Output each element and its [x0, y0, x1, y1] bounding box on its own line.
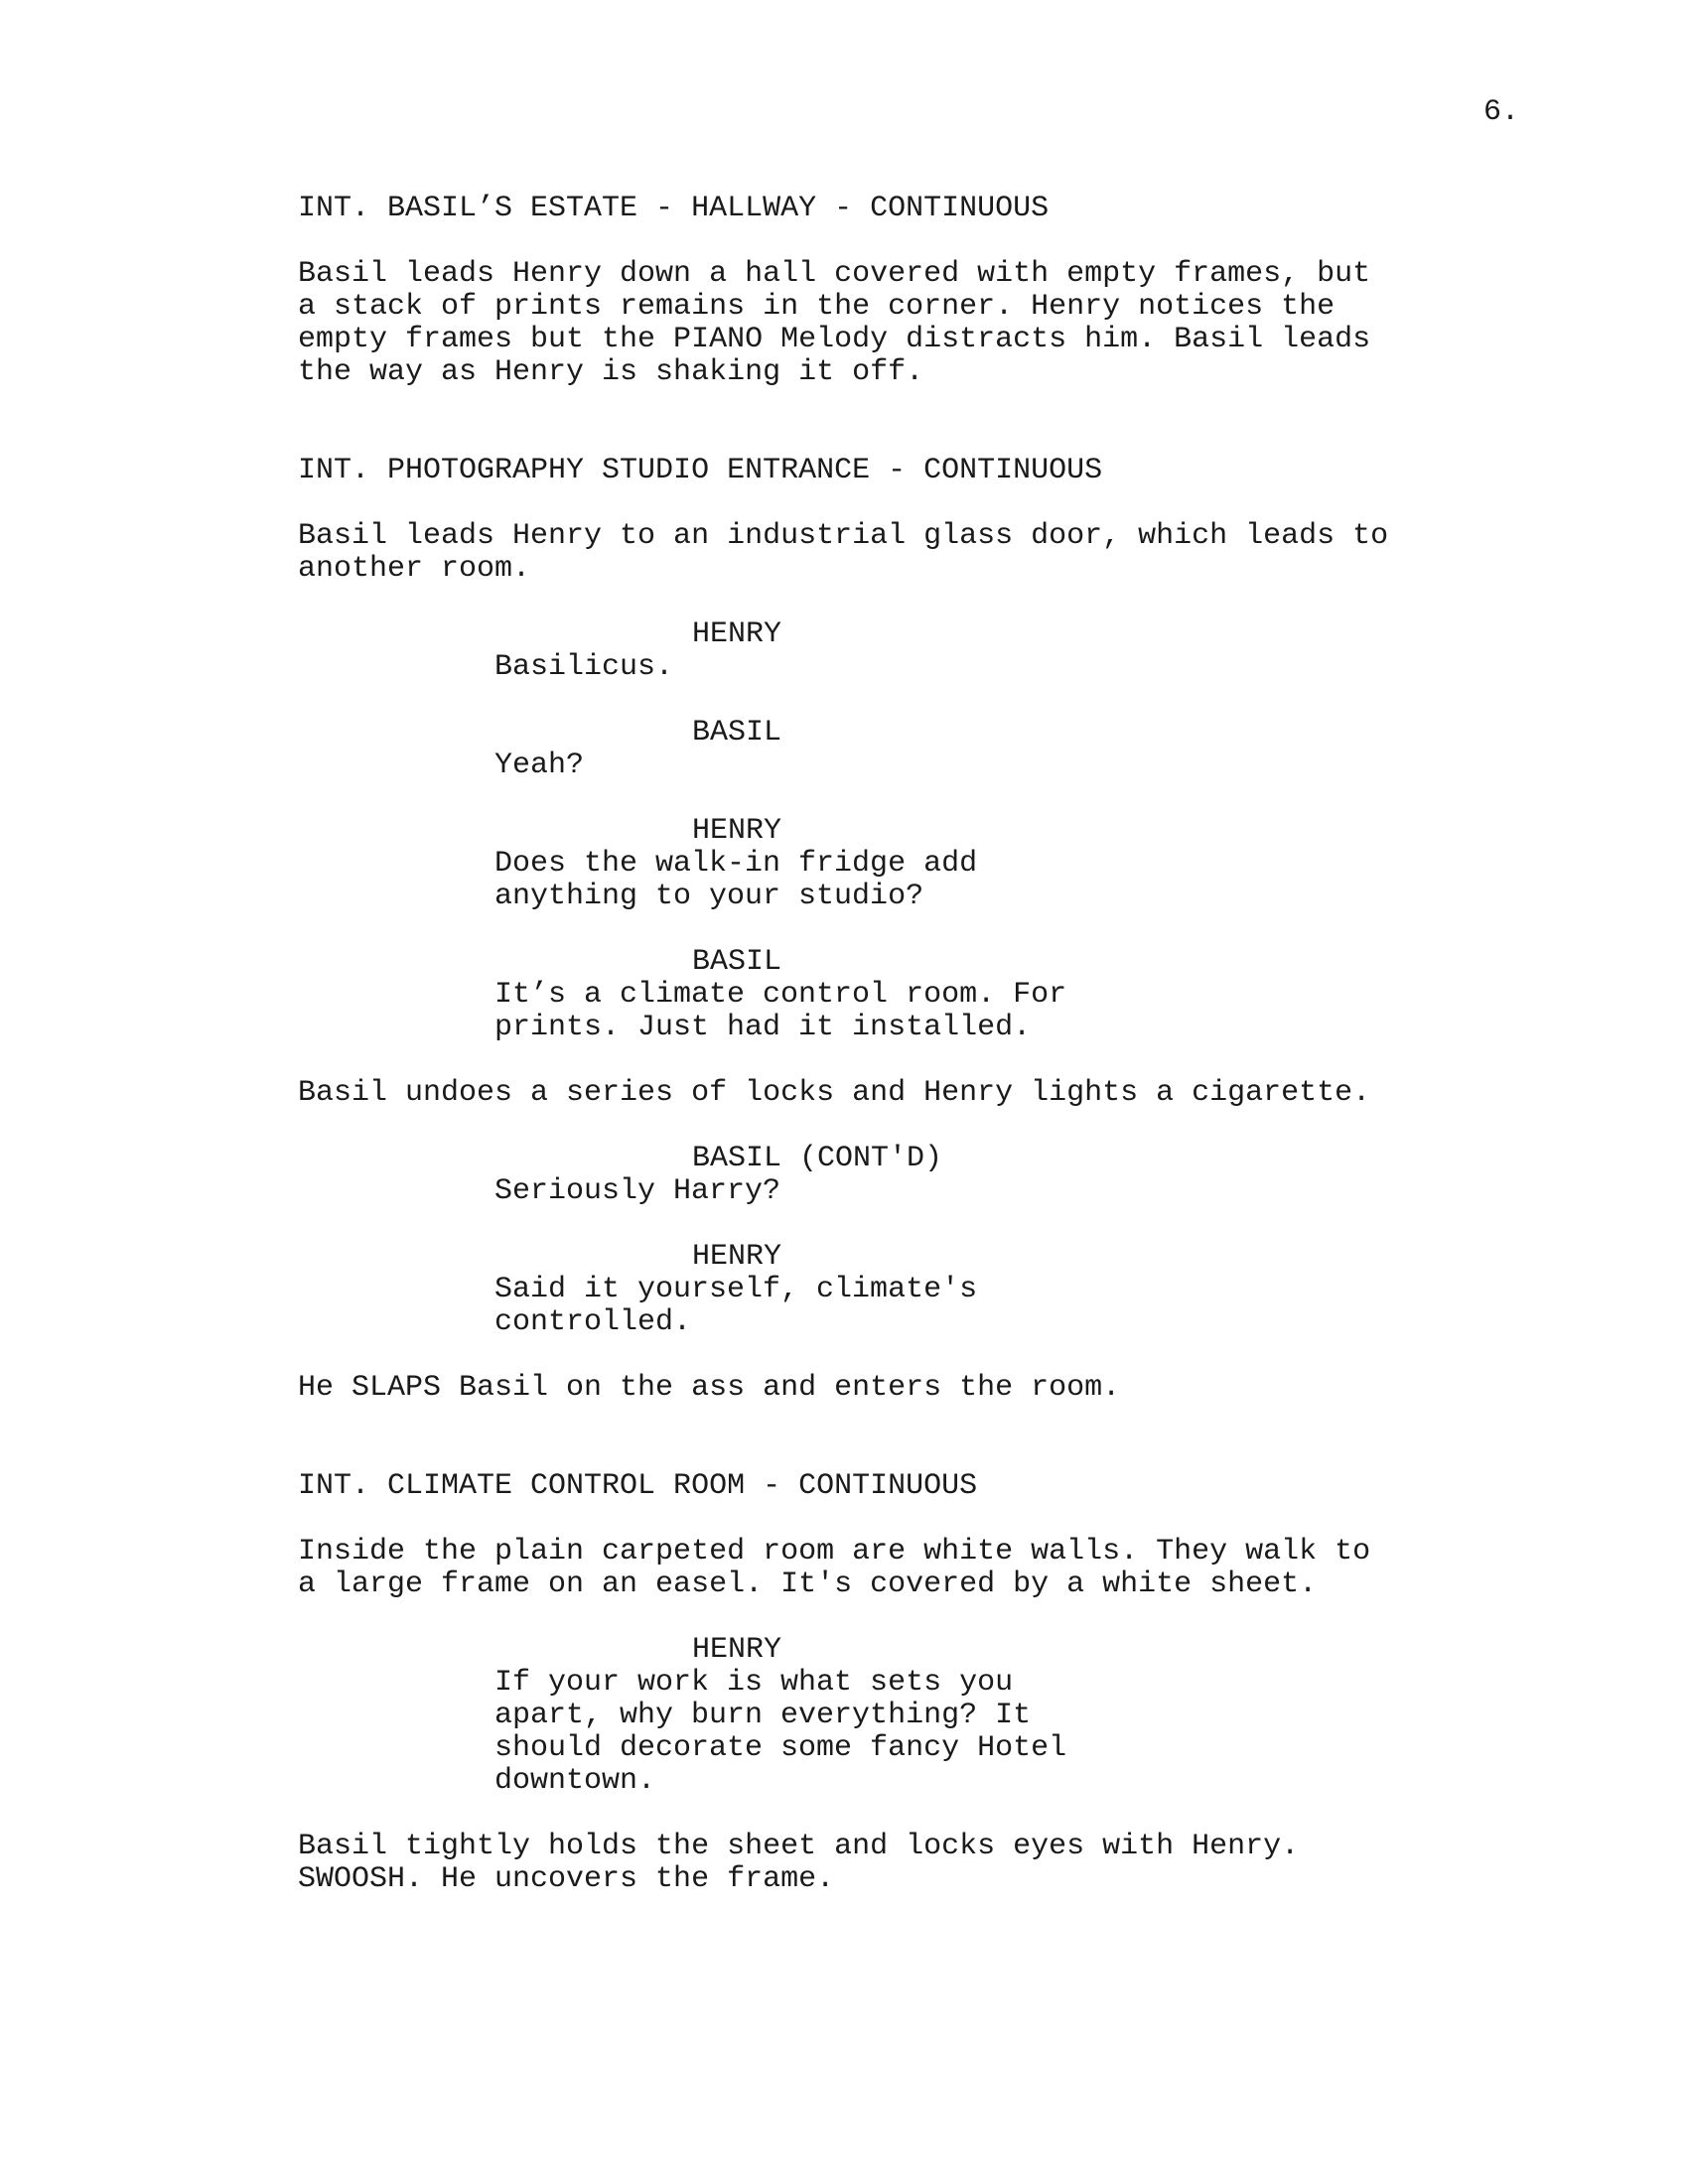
character-cue: HENRY [692, 1240, 782, 1274]
dialogue-line: apart, why burn everything? It [494, 1699, 1032, 1732]
dialogue-line: Does the walk-in fridge add [494, 847, 978, 881]
dialogue-line: Said it yourself, climate's [494, 1273, 978, 1306]
dialogue-line: prints. Just had it installed. [494, 1011, 1032, 1044]
action-line: Basil undoes a series of locks and Henry lights a cigarette. [298, 1076, 1371, 1110]
dialogue-line: If your work is what sets you [494, 1666, 1014, 1700]
dialogue-line: should decorate some fancy Hotel [494, 1731, 1067, 1765]
dialogue-line: Yeah? [494, 749, 585, 782]
character-cue: HENRY [692, 1633, 782, 1667]
character-cue: BASIL [692, 945, 782, 979]
dialogue-line: Basilicus. [494, 650, 674, 684]
character-cue: HENRY [692, 814, 782, 848]
scene-heading: INT. PHOTOGRAPHY STUDIO ENTRANCE - CONTINUOUS [298, 454, 1103, 487]
scene-heading: INT. BASIL’S ESTATE - HALLWAY - CONTINUOUS [298, 192, 1050, 225]
action-line: Inside the plain carpeted room are white walls. They walk to [298, 1535, 1371, 1569]
action-line: empty frames but the PIANO Melody distracts him. Basil leads [298, 323, 1371, 356]
dialogue-line: anything to your studio? [494, 880, 924, 913]
page-number: 6. [1483, 95, 1520, 129]
dialogue-line: It’s a climate control room. For [494, 978, 1067, 1012]
character-cue: HENRY [692, 617, 782, 651]
character-cue: BASIL (CONT'D) [692, 1142, 943, 1175]
action-line: Basil tightly holds the sheet and locks eyes with Henry. [298, 1830, 1300, 1863]
action-line: He SLAPS Basil on the ass and enters the room. [298, 1371, 1121, 1405]
dialogue-line: Seriously Harry? [494, 1174, 781, 1208]
action-line: a stack of prints remains in the corner. Henry notices the [298, 290, 1336, 324]
action-line: a large frame on an easel. It's covered by a white sheet. [298, 1568, 1318, 1601]
action-line: the way as Henry is shaking it off. [298, 355, 924, 389]
dialogue-line: downtown. [494, 1764, 656, 1798]
action-line: another room. [298, 552, 531, 586]
action-line: SWOOSH. He uncovers the frame. [298, 1862, 835, 1896]
scene-heading: INT. CLIMATE CONTROL ROOM - CONTINUOUS [298, 1469, 978, 1503]
action-line: Basil leads Henry to an industrial glass door, which leads to [298, 519, 1389, 553]
character-cue: BASIL [692, 716, 782, 750]
dialogue-line: controlled. [494, 1305, 692, 1339]
action-line: Basil leads Henry down a hall covered with empty frames, but [298, 257, 1371, 291]
